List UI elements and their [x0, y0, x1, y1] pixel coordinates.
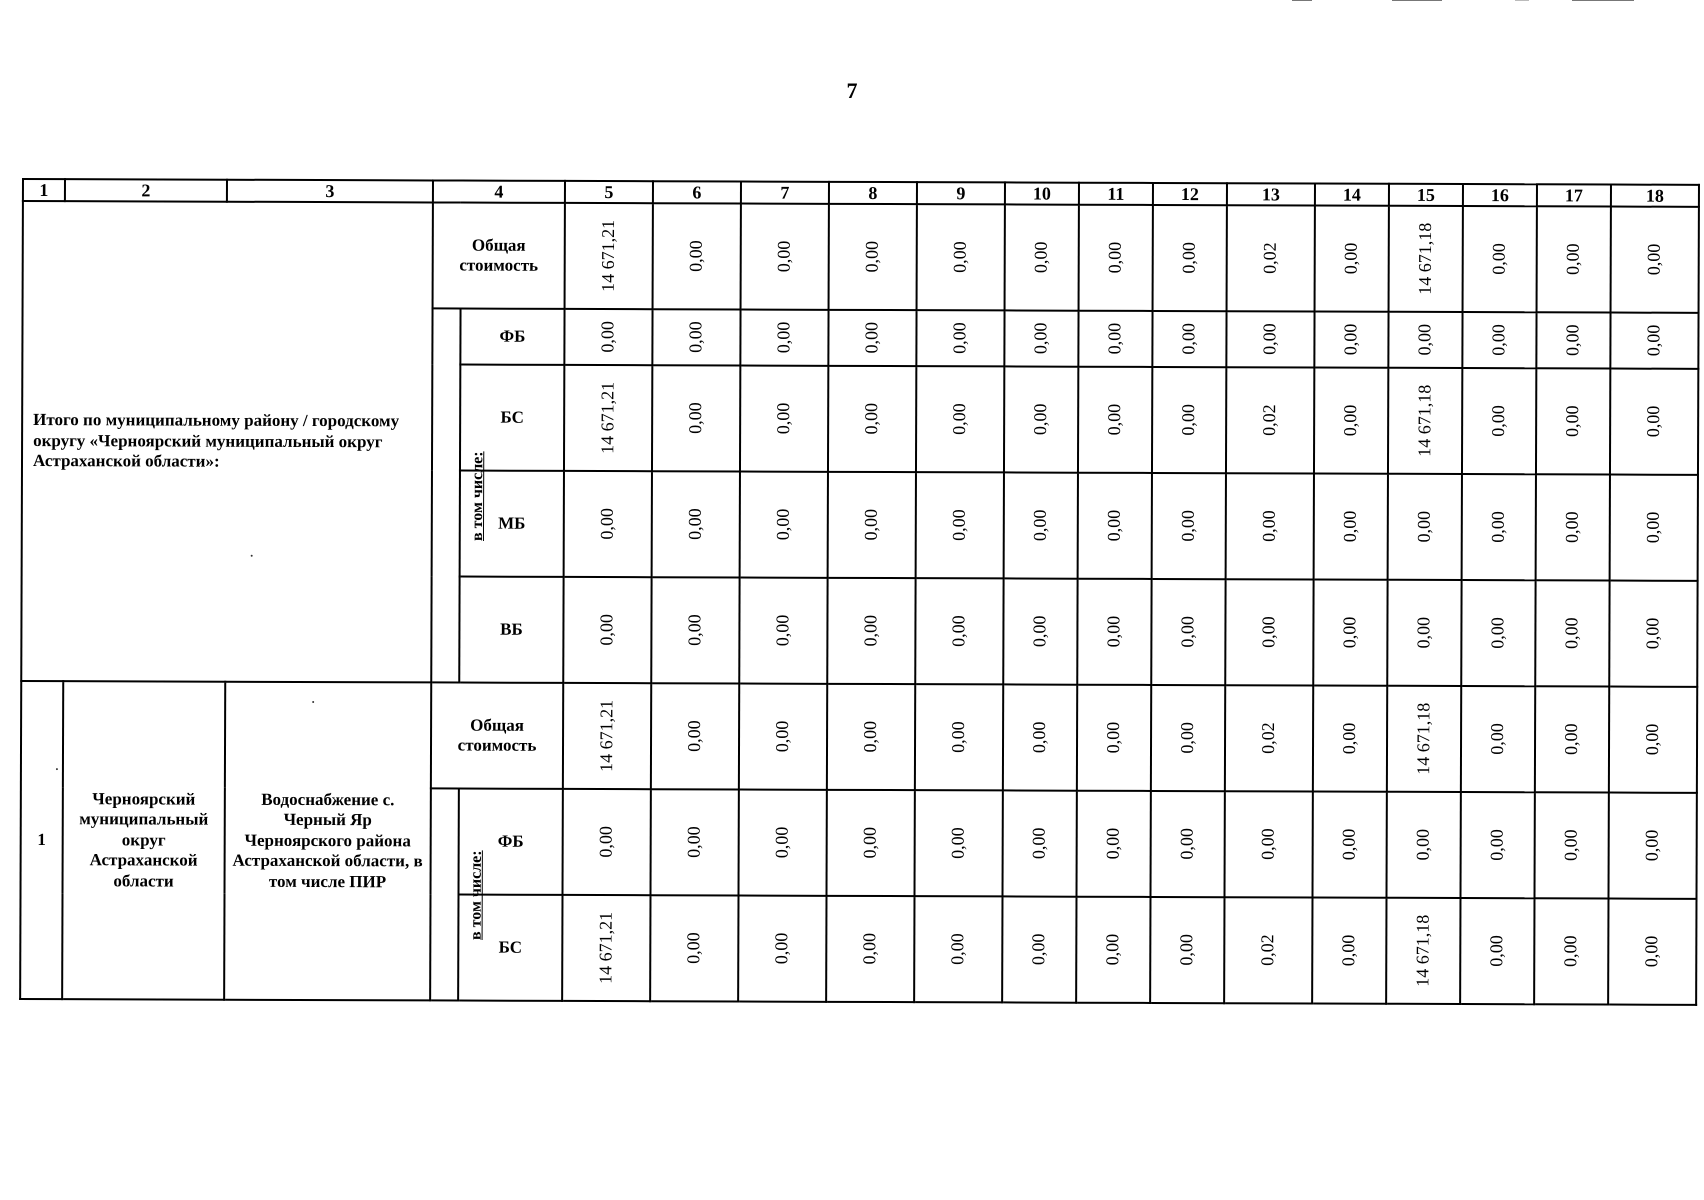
header-number-cell: 10 — [1005, 182, 1079, 204]
value-cell — [564, 471, 652, 577]
value-cell — [1003, 684, 1077, 790]
value-text: 0,00 — [597, 321, 618, 353]
header-number-cell: 16 — [1463, 184, 1537, 206]
value-cell — [1002, 896, 1076, 1002]
value-text: 0,00 — [1488, 243, 1509, 275]
scan-mark — [1292, 0, 1312, 3]
value-cell — [1226, 473, 1314, 579]
value-cell — [562, 895, 650, 1001]
value-cell — [1608, 899, 1696, 1005]
value-cell — [1386, 898, 1460, 1004]
value-text: 0,00 — [1642, 617, 1663, 650]
row-type-label: Общая стоимость — [457, 715, 537, 755]
value-text: 0,00 — [860, 615, 881, 647]
header-number-cell: 8 — [829, 182, 917, 204]
value-text: 0,00 — [1488, 405, 1509, 437]
scan-dot — [56, 768, 58, 770]
value-text: 0,00 — [685, 321, 706, 354]
value-text: 0,00 — [860, 721, 881, 753]
value-text: 14 671,18 — [1412, 914, 1433, 987]
value-cell — [1313, 580, 1387, 686]
value-text: 0,00 — [1487, 617, 1508, 649]
value-text: 0,00 — [1103, 510, 1125, 542]
value-cell — [915, 578, 1003, 684]
value-text: 0,00 — [947, 933, 968, 966]
value-cell — [1610, 313, 1698, 369]
value-cell — [651, 577, 739, 683]
value-text: 0,00 — [1030, 403, 1051, 436]
including-label: в том числе: — [468, 451, 487, 541]
value-cell — [827, 578, 915, 684]
header-number-cell: 15 — [1389, 184, 1463, 206]
value-text: 0,00 — [1028, 933, 1049, 966]
value-cell — [1609, 687, 1697, 793]
value-cell — [651, 789, 739, 895]
value-cell — [1225, 579, 1313, 685]
value-cell — [1003, 578, 1077, 684]
municipality-cell — [62, 681, 225, 1000]
value-cell — [1388, 312, 1462, 368]
value-cell — [1388, 368, 1462, 474]
value-cell — [1460, 792, 1534, 898]
value-text: 0,00 — [1339, 722, 1360, 755]
value-text: 0,00 — [1487, 723, 1508, 755]
value-text: 0,00 — [771, 826, 792, 859]
value-text: 0,00 — [1104, 404, 1125, 436]
value-cell — [828, 366, 916, 472]
value-cell — [1005, 204, 1079, 310]
value-cell — [1152, 473, 1226, 579]
value-text: 0,00 — [1340, 404, 1361, 437]
row-type-cell — [459, 577, 563, 683]
value-cell — [652, 309, 740, 365]
value-text: 0,02 — [1257, 934, 1278, 967]
value-cell — [1076, 791, 1150, 897]
value-cell — [652, 471, 740, 577]
value-text: 0,00 — [861, 322, 882, 354]
value-cell — [1534, 898, 1608, 1004]
value-text: 0,00 — [1028, 827, 1049, 860]
value-cell — [1315, 206, 1389, 312]
value-cell — [1388, 474, 1462, 580]
header-number-cell: 2 — [65, 179, 227, 202]
row-type-cell — [460, 309, 564, 365]
value-cell — [739, 684, 827, 790]
scan-mark — [1392, 0, 1442, 3]
value-text: 0,00 — [1029, 509, 1051, 542]
row-type-label: БС — [500, 407, 524, 427]
value-text: 0,00 — [1259, 323, 1280, 356]
header-number-cell: 3 — [227, 180, 433, 203]
value-cell — [1078, 311, 1152, 367]
header-number-cell: 11 — [1079, 183, 1153, 205]
value-cell — [1460, 898, 1534, 1004]
value-cell — [1536, 368, 1610, 474]
value-cell — [652, 365, 740, 471]
value-cell — [914, 896, 1002, 1002]
value-text: 0,00 — [1486, 935, 1507, 967]
value-cell — [1462, 474, 1536, 580]
value-text: 0,00 — [1562, 405, 1583, 438]
value-text: 0,00 — [948, 615, 969, 648]
value-cell — [1462, 368, 1536, 474]
value-cell — [1004, 366, 1078, 472]
value-text: 0,00 — [948, 509, 970, 542]
value-text: 0,00 — [1561, 723, 1582, 756]
value-cell — [1536, 474, 1610, 580]
value-text: 0,00 — [1413, 617, 1434, 649]
value-cell — [1536, 312, 1610, 368]
value-text: 0,00 — [1177, 510, 1199, 542]
value-cell — [1314, 368, 1388, 474]
value-cell — [563, 577, 651, 683]
value-text: 0,00 — [860, 509, 882, 541]
value-text: 0,00 — [859, 827, 880, 859]
value-cell — [1225, 685, 1313, 791]
value-text: 0,00 — [773, 402, 794, 435]
value-text: 0,00 — [861, 403, 882, 435]
value-cell — [1152, 367, 1226, 473]
value-cell — [1314, 312, 1388, 368]
value-cell — [1537, 206, 1611, 312]
value-text: 0,00 — [1258, 616, 1279, 649]
value-cell — [1610, 475, 1698, 581]
value-cell — [650, 895, 738, 1001]
value-cell — [1314, 474, 1388, 580]
value-cell — [1312, 898, 1386, 1004]
value-cell — [1387, 686, 1461, 792]
value-text: 0,00 — [1414, 324, 1435, 356]
value-text: 0,00 — [949, 322, 970, 355]
value-cell — [564, 365, 652, 471]
value-text: 14 671,21 — [597, 220, 619, 293]
page-number: 7 — [846, 78, 858, 103]
header-number-cell: 12 — [1153, 183, 1227, 205]
value-text: 14 671,21 — [595, 912, 616, 985]
value-cell — [1078, 473, 1152, 579]
value-cell — [1151, 685, 1225, 791]
value-text: 0,00 — [683, 932, 704, 965]
header-number-cell: 5 — [565, 181, 653, 203]
value-cell — [1386, 792, 1460, 898]
value-cell — [1609, 581, 1697, 687]
value-cell — [829, 204, 917, 310]
value-cell — [738, 790, 826, 896]
value-cell — [1535, 686, 1609, 792]
value-cell — [1463, 206, 1537, 312]
value-text: 0,00 — [1258, 510, 1280, 543]
value-cell — [1227, 205, 1315, 311]
value-cell — [563, 789, 651, 895]
value-cell — [739, 578, 827, 684]
value-text: 0,00 — [1338, 828, 1359, 861]
value-text: 0,00 — [1413, 511, 1435, 543]
scan-mark — [1515, 0, 1529, 3]
value-cell — [1461, 580, 1535, 686]
value-text: 0,00 — [1030, 322, 1051, 355]
value-cell — [828, 310, 916, 366]
header-number-cell: 18 — [1611, 185, 1699, 207]
value-text: 0,00 — [596, 614, 617, 646]
item-number: 1 — [37, 829, 46, 849]
value-text: 0,00 — [949, 241, 970, 274]
municipality-name: Черноярский муниципальный округ Астраханской области — [79, 789, 209, 891]
value-cell — [740, 366, 828, 472]
header-number-cell: 9 — [917, 182, 1005, 204]
value-text: 0,00 — [1103, 616, 1124, 648]
value-text: 0,00 — [1178, 323, 1199, 355]
value-text: 0,00 — [1102, 934, 1123, 966]
value-cell — [741, 204, 829, 310]
value-cell — [1153, 205, 1227, 311]
value-cell — [1226, 311, 1314, 367]
value-text: 0,00 — [948, 721, 969, 754]
value-text: 0,00 — [949, 403, 970, 436]
value-text: 0,00 — [1176, 934, 1197, 966]
value-cell — [1224, 897, 1312, 1003]
value-cell — [1387, 580, 1461, 686]
value-text: 14 671,18 — [1413, 702, 1434, 775]
value-text: 0,02 — [1258, 722, 1279, 755]
value-cell — [1076, 897, 1150, 1003]
value-text: 0,00 — [1643, 405, 1664, 438]
value-cell — [1151, 579, 1225, 685]
value-text: 0,00 — [1561, 617, 1582, 650]
value-cell — [1004, 310, 1078, 366]
header-number-cell: 13 — [1227, 183, 1315, 205]
row-type-label: ФБ — [497, 831, 524, 851]
value-cell — [1224, 791, 1312, 897]
value-cell — [1004, 472, 1078, 578]
object-name: Водоснабжение с. Черный Яр Черноярского района Астраханской области, в том числе ПИР — [232, 789, 423, 891]
value-text: 0,00 — [684, 508, 706, 541]
value-cell — [740, 310, 828, 366]
value-text: 0,00 — [1642, 723, 1663, 756]
row-type-label: Общая стоимость — [459, 235, 539, 275]
value-text: 0,02 — [1259, 242, 1280, 275]
including-label-cell — [430, 788, 485, 1000]
row-type-label: ВБ — [500, 619, 523, 639]
value-cell — [1610, 369, 1698, 475]
value-cell — [1313, 686, 1387, 792]
value-cell — [653, 203, 741, 309]
value-cell — [915, 684, 1003, 790]
value-text: 0,00 — [1561, 511, 1583, 544]
value-text: 0,00 — [1643, 324, 1664, 357]
value-text: 0,00 — [1178, 242, 1199, 274]
value-text: 0,00 — [595, 826, 616, 858]
header-number-cell: 7 — [741, 182, 829, 204]
value-text: 0,00 — [772, 508, 794, 541]
total-row — [23, 201, 1699, 313]
value-text: 0,00 — [1641, 829, 1662, 862]
value-text: 0,02 — [1259, 404, 1280, 437]
value-text: 0,00 — [1560, 935, 1581, 968]
value-cell — [1077, 685, 1151, 791]
value-text: 0,00 — [684, 720, 705, 753]
value-text: 0,00 — [772, 720, 793, 753]
value-text: 14 671,18 — [1414, 222, 1436, 295]
value-text: 0,00 — [773, 321, 794, 354]
row-type-label: МБ — [498, 513, 526, 533]
header-number-cell: 6 — [653, 181, 741, 203]
value-text: 0,00 — [1643, 243, 1664, 276]
value-cell — [1077, 579, 1151, 685]
value-text: 0,00 — [771, 932, 792, 965]
value-text: 0,00 — [1104, 242, 1125, 274]
value-text: 0,00 — [685, 402, 706, 435]
value-text: 0,00 — [1177, 616, 1198, 648]
value-text: 0,00 — [772, 614, 793, 647]
value-text: 0,00 — [1486, 829, 1507, 861]
value-text: 0,00 — [1412, 829, 1433, 861]
value-cell — [1078, 367, 1152, 473]
value-text: 0,00 — [1488, 324, 1509, 356]
value-cell — [1389, 206, 1463, 312]
value-text: 0,00 — [1103, 722, 1124, 754]
value-cell — [1152, 311, 1226, 367]
value-cell — [916, 472, 1004, 578]
value-cell — [564, 309, 652, 365]
value-cell — [565, 203, 653, 309]
value-text: 0,00 — [1029, 615, 1050, 648]
value-text: 0,00 — [773, 240, 794, 273]
scan-dot — [312, 701, 314, 703]
value-cell — [1461, 686, 1535, 792]
value-text: 0,00 — [859, 933, 880, 965]
value-text: 14 671,18 — [1414, 384, 1435, 457]
value-cell — [563, 683, 651, 789]
value-cell — [826, 896, 914, 1002]
value-cell — [827, 684, 915, 790]
value-cell — [916, 310, 1004, 366]
value-text: 0,00 — [1340, 242, 1361, 275]
value-text: 0,00 — [685, 240, 706, 273]
value-cell — [1150, 897, 1224, 1003]
value-text: 0,00 — [861, 241, 882, 273]
value-cell — [916, 366, 1004, 472]
value-text: 0,00 — [1562, 324, 1583, 357]
value-text: 0,00 — [947, 827, 968, 860]
value-cell — [1079, 205, 1153, 311]
value-cell — [914, 790, 1002, 896]
value-cell — [1608, 793, 1696, 899]
value-cell — [1226, 367, 1314, 473]
value-text: 0,00 — [1104, 323, 1125, 355]
scan-dot — [251, 555, 253, 557]
value-cell — [1002, 790, 1076, 896]
value-text: 0,00 — [1030, 241, 1051, 274]
header-number-cell: 17 — [1537, 184, 1611, 206]
including-label: в том числе: — [467, 850, 485, 940]
value-text: 0,00 — [1178, 404, 1199, 436]
value-text: 0,00 — [1340, 323, 1361, 356]
value-cell — [1535, 580, 1609, 686]
value-text: 0,00 — [1641, 935, 1662, 968]
value-cell — [917, 204, 1005, 310]
value-text: 0,00 — [1257, 828, 1278, 861]
value-cell — [828, 472, 916, 578]
including-label-cell — [431, 308, 487, 682]
total-label-cell — [21, 201, 433, 682]
value-text: 0,00 — [596, 508, 618, 540]
value-text: 0,00 — [1339, 616, 1360, 649]
value-text: 0,00 — [1338, 934, 1359, 967]
value-cell — [1312, 792, 1386, 898]
header-number-cell: 4 — [433, 180, 565, 202]
row-type-cell — [431, 682, 563, 788]
value-cell — [826, 790, 914, 896]
scan-mark — [1572, 0, 1634, 3]
value-cell — [1150, 791, 1224, 897]
value-text: 0,00 — [1642, 511, 1664, 544]
value-text: 0,00 — [1176, 828, 1197, 860]
value-cell — [1462, 312, 1536, 368]
value-cell — [740, 472, 828, 578]
value-text: 0,00 — [1029, 721, 1050, 754]
value-text: 0,00 — [1487, 511, 1509, 543]
header-number-cell: 14 — [1315, 184, 1389, 206]
row-type-label: ФБ — [499, 326, 526, 346]
financing-table — [19, 178, 1700, 1006]
item-number-cell — [20, 681, 63, 999]
value-cell — [738, 896, 826, 1002]
object-cell — [224, 682, 431, 1001]
row-type-cell — [433, 202, 565, 308]
header-number-cell: 1 — [23, 179, 65, 201]
value-text: 0,00 — [1339, 510, 1361, 543]
value-cell — [1611, 207, 1699, 313]
value-text: 0,00 — [1177, 722, 1198, 754]
value-text: 0,00 — [1560, 829, 1581, 862]
value-cell — [1534, 792, 1608, 898]
total-label-text: Итого по муниципальному району / городскому округу «Черноярский муниципальный округ Астраханской области»: — [32, 410, 400, 471]
item-row — [21, 681, 1697, 793]
value-cell — [651, 683, 739, 789]
value-text: 14 671,21 — [597, 382, 618, 455]
value-text: 0,00 — [1102, 828, 1123, 860]
value-text: 0,00 — [683, 826, 704, 859]
value-text: 14 671,21 — [596, 700, 617, 773]
row-type-label: БС — [498, 937, 523, 957]
value-text: 0,00 — [1562, 243, 1583, 276]
value-text: 0,00 — [684, 614, 705, 647]
